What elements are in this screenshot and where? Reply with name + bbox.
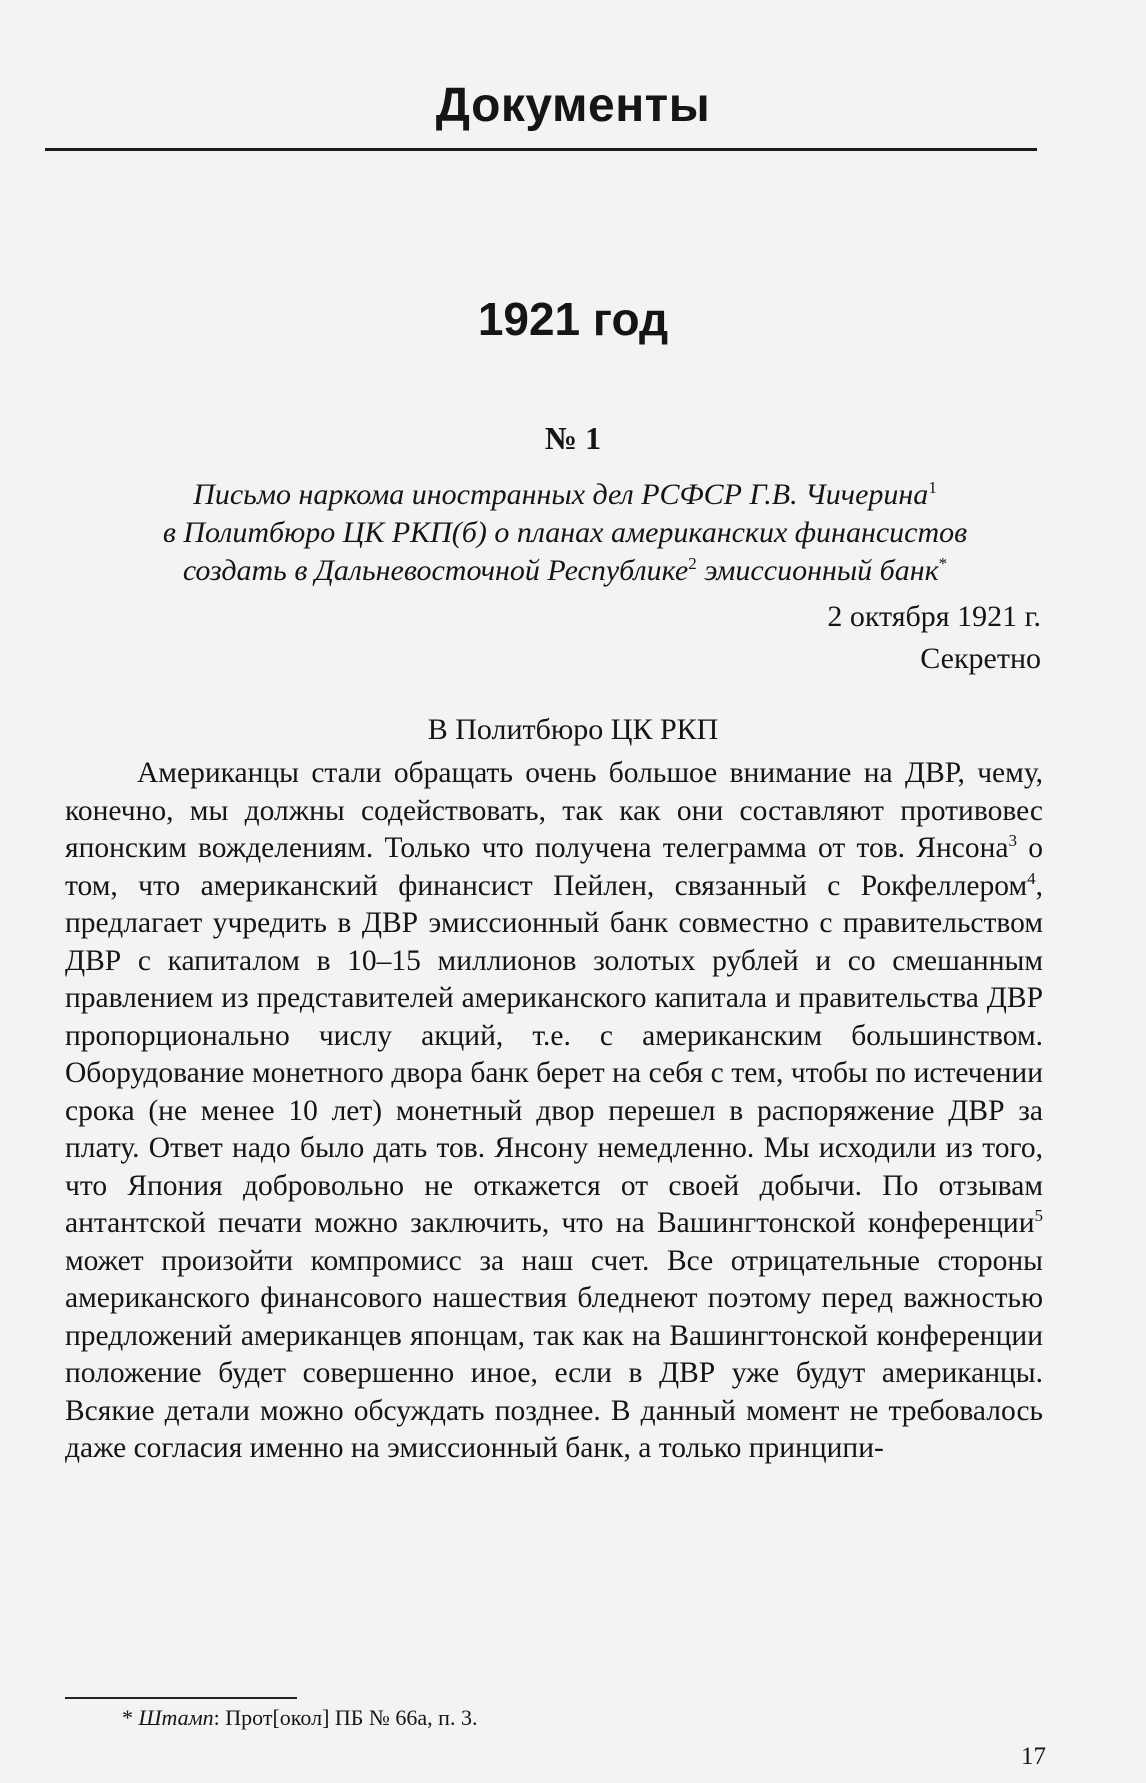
- page-number: 17: [1021, 1743, 1046, 1770]
- document-date: 2 октября 1921 г.: [827, 600, 1041, 633]
- heading-line: Письмо наркома иностранных дел РСФСР Г.В. Чичерина: [193, 478, 929, 511]
- footnote-ref: 5: [1034, 1206, 1043, 1225]
- addressee: В Политбюро ЦК РКП: [427, 713, 719, 746]
- footnote-rule: [65, 1697, 297, 1699]
- year-heading: 1921 год: [477, 293, 669, 345]
- section-title: Документы: [435, 79, 711, 132]
- document-number: № 1: [544, 420, 602, 456]
- heading-line: эмиссионный банк: [696, 554, 939, 587]
- footnote: [122, 1705, 477, 1731]
- body-segment: о том, что американский финансист Пейлен, связанный с Рокфеллером: [65, 832, 1043, 902]
- heading-line: создать в Дальневосточной Республике: [182, 554, 689, 587]
- footnote-ref: 2: [688, 554, 697, 573]
- letter-body: [65, 755, 1043, 1468]
- heading-line: в Политбюро ЦК РКП(б) о планах американских финансистов: [162, 516, 968, 549]
- footnote-text: : Прот[окол] ПБ № 66а, п. 3.: [213, 1705, 478, 1730]
- body-segment: Американцы стали обращать очень большое внимание на ДВР, чему, конечно, мы должны содействовать, так как они составляют противовес японским вожделениям. Только что получена телеграмма от тов. Янсона: [65, 757, 1043, 864]
- document-heading: [65, 476, 1065, 590]
- title-rule: [45, 148, 1037, 151]
- footnote-ref: *: [938, 554, 948, 573]
- footnote-label: Штамп: [138, 1705, 214, 1730]
- body-segment: , предлагает учредить в ДВР эмиссионный банк совместно с правительством ДВР с капиталом в 10–15 миллионов золотых рублей и со смешанным правлением из представителей американского капитала и правительства ДВР пропорционально числу акций, т.е. с американским большинством. Оборудование монетного двора банк берет на себя с тем, чтобы по истечении срока (не менее 10 лет) монетный двор перешел в распоряжение ДВР за плату. Ответ надо было дать тов. Янсону немедленно. Мы исходили из того, что Япония добровольно не откажется от своей добычи. По отзывам антантской печати можно заключить, что на Вашингтонской конференции: [65, 869, 1043, 1239]
- classification-mark: Секретно: [920, 642, 1041, 675]
- footnote-ref: 4: [1027, 868, 1036, 888]
- footnote-ref: 1: [928, 478, 937, 497]
- footnote-ref: 3: [1008, 831, 1017, 850]
- body-segment: может произойти компромисс за наш счет. Все отрицательные стороны американского финансового нашествия бледнеют поэтому перед важностью предложений американцев японцам, так как на Вашингтонской конференции положение будет совершенно иное, если в ДВР уже будут американцы. Всякие детали можно обсуждать позднее. В данный момент не требовалось даже согласия именно на эмиссионный банк, а только принципи-: [65, 1244, 1043, 1464]
- footnote-marker: *: [122, 1705, 133, 1730]
